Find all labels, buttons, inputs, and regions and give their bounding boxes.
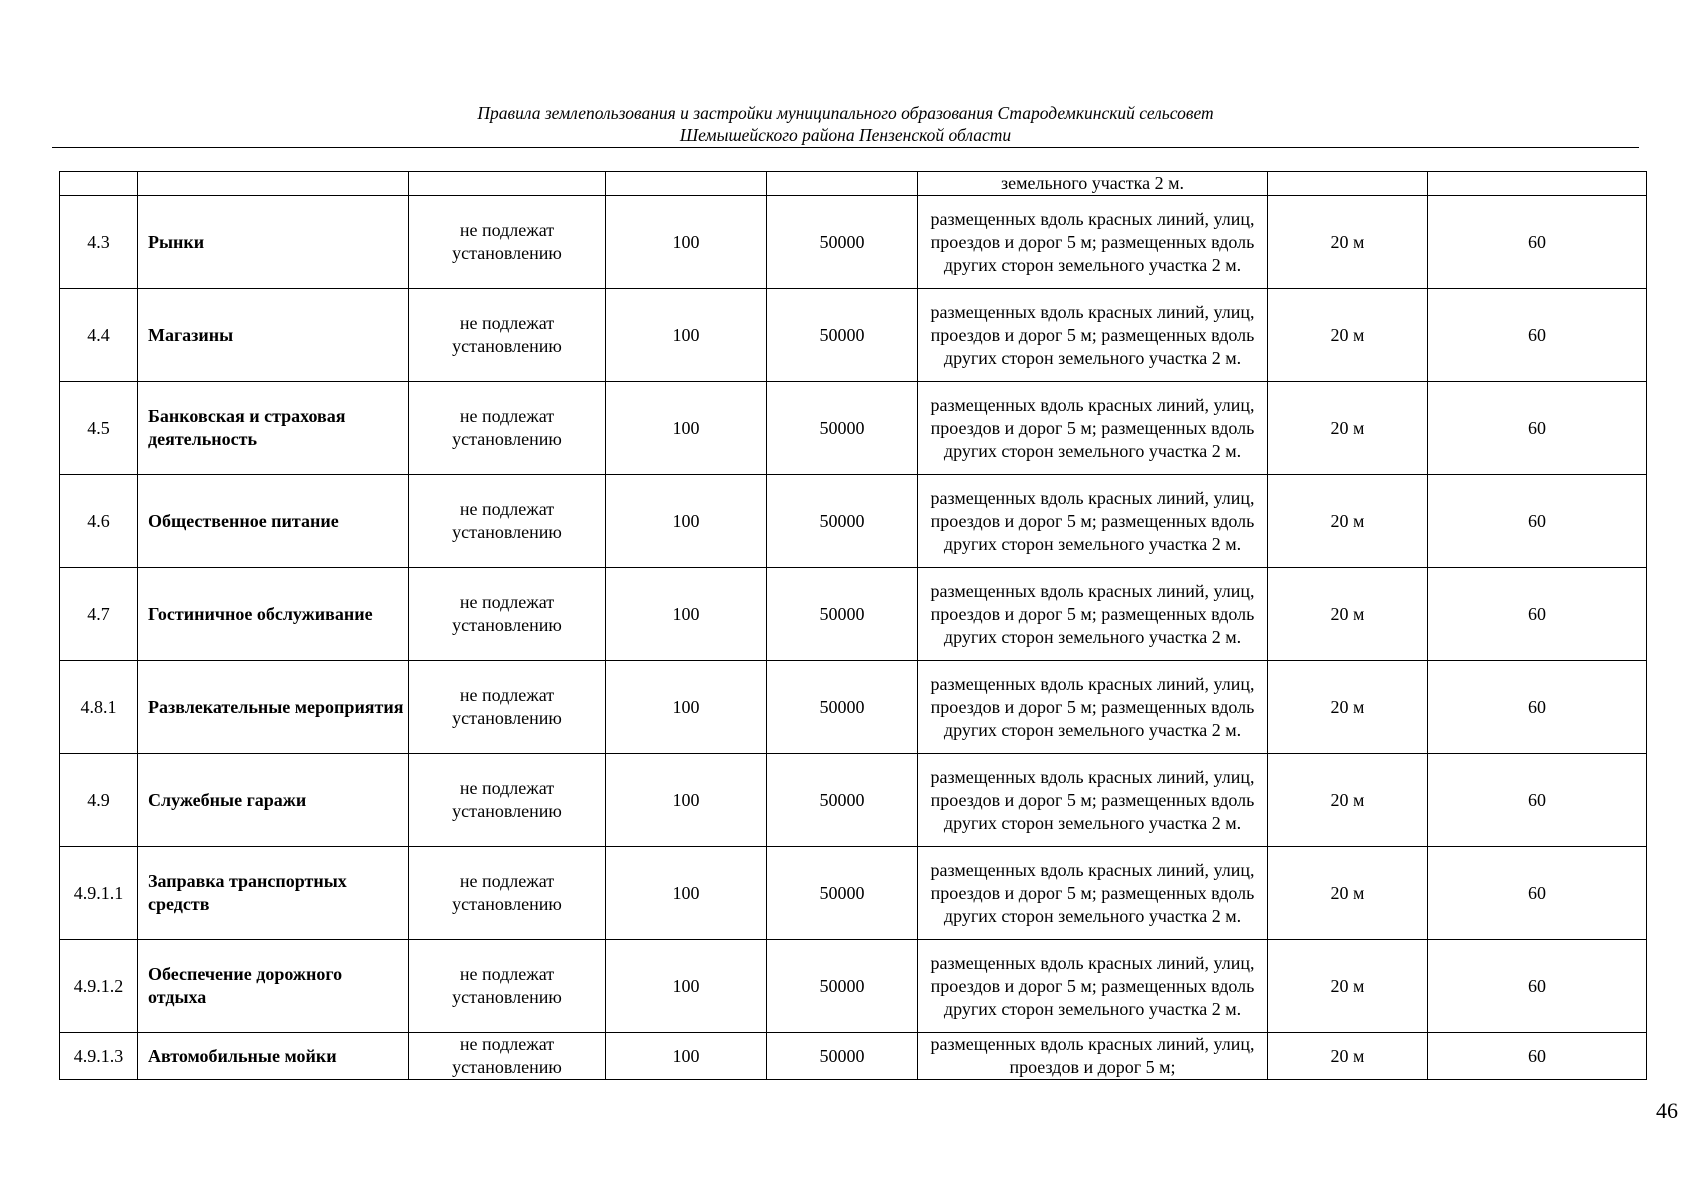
- cell-name: Развлекательные мероприятия: [138, 661, 409, 754]
- cell-percent: 60: [1428, 847, 1647, 940]
- cell-min-area: 100: [606, 382, 767, 475]
- continuation-row: [60, 172, 1647, 196]
- table-row: [60, 754, 1647, 847]
- cell-dimensions: не подлежат установлению: [409, 754, 606, 847]
- cell-code: 4.3: [60, 196, 138, 289]
- cell-height: 20 м: [1268, 568, 1428, 661]
- table-row: [60, 1033, 1647, 1080]
- cell-code: 4.5: [60, 382, 138, 475]
- cell-code: 4.4: [60, 289, 138, 382]
- cell-percent: 60: [1428, 661, 1647, 754]
- cell-min-area: 100: [606, 568, 767, 661]
- cell-setback: размещенных вдоль красных линий, улиц, проездов и дорог 5 м; размещенных вдоль других сторон земельного участка 2 м.: [918, 382, 1268, 475]
- table-row: [60, 196, 1647, 289]
- cell-name: Служебные гаражи: [138, 754, 409, 847]
- cell-percent: 60: [1428, 382, 1647, 475]
- cell-setback: размещенных вдоль красных линий, улиц, проездов и дорог 5 м; размещенных вдоль других сторон земельного участка 2 м.: [918, 568, 1268, 661]
- cell-max-area: 50000: [767, 940, 918, 1033]
- cell-percent: 60: [1428, 1033, 1647, 1080]
- cell-percent: 60: [1428, 754, 1647, 847]
- cell-height: 20 м: [1268, 196, 1428, 289]
- cell-dimensions: не подлежат установлению: [409, 568, 606, 661]
- header-line-2: Шемышейского района Пензенской области: [679, 125, 1012, 145]
- cell-setback: размещенных вдоль красных линий, улиц, проездов и дорог 5 м; размещенных вдоль других сторон земельного участка 2 м.: [918, 940, 1268, 1033]
- cell-setback: размещенных вдоль красных линий, улиц, проездов и дорог 5 м; размещенных вдоль других сторон земельного участка 2 м.: [918, 475, 1268, 568]
- cell-percent: 60: [1428, 568, 1647, 661]
- cell-height: 20 м: [1268, 475, 1428, 568]
- cell-code: 4.9.1.2: [60, 940, 138, 1033]
- cell-min-area: 100: [606, 196, 767, 289]
- land-use-table: [59, 171, 1647, 1080]
- cell-code: 4.7: [60, 568, 138, 661]
- cell-percent: 60: [1428, 475, 1647, 568]
- header-line-1: Правила землепользования и застройки муниципального образования Стародемкинский сельсовет: [477, 103, 1214, 123]
- cell-dimensions: не подлежат установлению: [409, 475, 606, 568]
- running-header: [52, 102, 1639, 146]
- cell-code: 4.6: [60, 475, 138, 568]
- cell-dimensions: не подлежат установлению: [409, 382, 606, 475]
- cell-name: Рынки: [138, 196, 409, 289]
- cell-percent: 60: [1428, 289, 1647, 382]
- cell-name: Заправка транспортных средств: [138, 847, 409, 940]
- cell-min-area: 100: [606, 940, 767, 1033]
- cell-height: 20 м: [1268, 661, 1428, 754]
- cell-min-area: 100: [606, 289, 767, 382]
- cell-setback: размещенных вдоль красных линий, улиц, проездов и дорог 5 м; размещенных вдоль других сторон земельного участка 2 м.: [918, 289, 1268, 382]
- cell-code: 4.8.1: [60, 661, 138, 754]
- cell-max-area: 50000: [767, 1033, 918, 1080]
- cell-max-area: 50000: [767, 568, 918, 661]
- cell-dimensions: не подлежат установлению: [409, 661, 606, 754]
- cell-min-area: 100: [606, 754, 767, 847]
- table-row: [60, 847, 1647, 940]
- cell-min-area: 100: [606, 661, 767, 754]
- cell-code: 4.9.1.1: [60, 847, 138, 940]
- cell-max-area: 50000: [767, 754, 918, 847]
- cell-name: Банковская и страховая деятельность: [138, 382, 409, 475]
- cell-setback: размещенных вдоль красных линий, улиц, проездов и дорог 5 м; размещенных вдоль других сторон земельного участка 2 м.: [918, 196, 1268, 289]
- cell-dimensions: не подлежат установлению: [409, 847, 606, 940]
- cell-dimensions: не подлежат установлению: [409, 940, 606, 1033]
- cell-name: Автомобильные мойки: [138, 1033, 409, 1080]
- table-row: [60, 475, 1647, 568]
- cell-min-area: 100: [606, 847, 767, 940]
- cell-height: 20 м: [1268, 847, 1428, 940]
- cell-max-area: 50000: [767, 475, 918, 568]
- table-row: [60, 661, 1647, 754]
- table-row: [60, 568, 1647, 661]
- cell-height: 20 м: [1268, 754, 1428, 847]
- cell-code: 4.9: [60, 754, 138, 847]
- cell-dimensions: не подлежат установлению: [409, 1033, 606, 1080]
- cell-dimensions: не подлежат установлению: [409, 196, 606, 289]
- cell-dimensions: не подлежат установлению: [409, 289, 606, 382]
- cell-name: Общественное питание: [138, 475, 409, 568]
- cell-height: 20 м: [1268, 940, 1428, 1033]
- page-number: 46: [1656, 1098, 1678, 1123]
- cell-max-area: 50000: [767, 661, 918, 754]
- cell-height: 20 м: [1268, 1033, 1428, 1080]
- cell-name: Обеспечение дорожного отдыха: [138, 940, 409, 1033]
- table-row: [60, 382, 1647, 475]
- header-rule: [52, 147, 1639, 148]
- cell-name: Магазины: [138, 289, 409, 382]
- table-row: [60, 289, 1647, 382]
- cell-min-area: 100: [606, 475, 767, 568]
- cell-max-area: 50000: [767, 196, 918, 289]
- cell-max-area: 50000: [767, 847, 918, 940]
- cell-max-area: 50000: [767, 382, 918, 475]
- table-row: [60, 940, 1647, 1033]
- cell-height: 20 м: [1268, 289, 1428, 382]
- cell-name: Гостиничное обслуживание: [138, 568, 409, 661]
- cell-height: 20 м: [1268, 382, 1428, 475]
- cell-setback: размещенных вдоль красных линий, улиц, проездов и дорог 5 м;: [918, 1033, 1268, 1080]
- cell-percent: 60: [1428, 940, 1647, 1033]
- cell-percent: 60: [1428, 196, 1647, 289]
- cell-setback: размещенных вдоль красных линий, улиц, проездов и дорог 5 м; размещенных вдоль других сторон земельного участка 2 м.: [918, 661, 1268, 754]
- cell-max-area: 50000: [767, 289, 918, 382]
- cell-min-area: 100: [606, 1033, 767, 1080]
- cell-setback: земельного участка 2 м.: [918, 172, 1268, 196]
- cell-code: 4.9.1.3: [60, 1033, 138, 1080]
- cell-setback: размещенных вдоль красных линий, улиц, проездов и дорог 5 м; размещенных вдоль других сторон земельного участка 2 м.: [918, 754, 1268, 847]
- cell-setback: размещенных вдоль красных линий, улиц, проездов и дорог 5 м; размещенных вдоль других сторон земельного участка 2 м.: [918, 847, 1268, 940]
